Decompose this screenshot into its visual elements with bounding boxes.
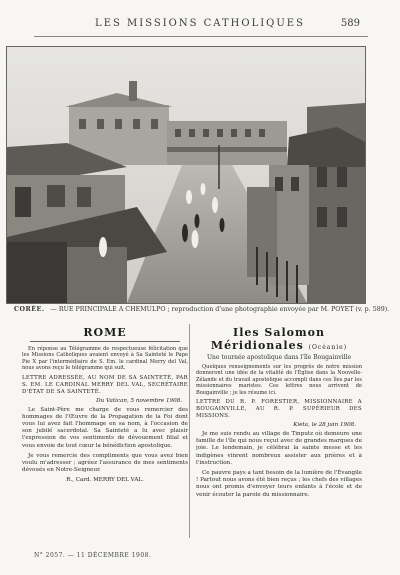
salomon-dateline: Kieta, le 28 juin 1908. <box>293 422 356 429</box>
salomon-body-2: Ce pauvre pays a tant besoin de la lumière de l'Évangile ! Partout nous avons été bien reçus ; les chefs des villages nous ont promis d'envoyer leurs enfants à l'école et de venir écouter la parole du missionnaire. <box>196 470 362 498</box>
caption-text: — RUE PRINCIPALE A CHEMULPO ; reproduction d'une photographie envoyée par M. POYET (v. p. 589). <box>50 306 390 313</box>
rome-body-1: Le Saint-Père me charge de vous remercier des hommages de l'Œuvre de la Propagation de la Foi dont vous lui avez fait l'hommage en sa nom, à l'occasion de son jubilé sacerdotal. Sa Sainteté a lu avec plaisir l'expression de vos sentiments de dévouement filial et vous envoie de tout cœur la bénédiction apostolique. <box>22 406 188 449</box>
salomon-subheading: Une tournée apostolique dans l'île Bougainville <box>206 354 352 361</box>
right-column <box>196 324 362 550</box>
caption-label: CORÉE. <box>14 306 45 313</box>
rome-body-2: Je vous remercie des compliments que vous avez bien voulu m'adresser ; agréez l'assurance de mes sentiments dévoués en Notre-Seigneur. <box>22 452 188 474</box>
rome-intro: En réponse au Télégramme de respectueuse félicitation que les Missions Catholiques avaient envoyé à Sa Sainteté le Pape Pie X par l'intermédiaire de S. Em. le cardinal Merry del Val, nous avons reçu le télégramme qui suit. <box>22 346 188 372</box>
salomon-heading-text: Iles Salomon Méridionales <box>210 326 325 352</box>
title-rule <box>30 341 180 342</box>
salomon-letter-head: LETTRE DU R. P. FORESTIER, MISSIONNAIRE A BOUGAINVILLE, AU R. P. SUPÉRIEUR DES MISSIONS. <box>196 399 362 420</box>
rome-dateline: Du Vatican, 5 novembre 1908. <box>96 397 182 404</box>
salomon-heading <box>196 326 362 352</box>
photo-caption <box>14 306 390 313</box>
salomon-body-1: Je me suis rendu au village de Tinputz où demeure une famille de l'île qui nous reçut avec de grandes marques de joie. Le lendemain, je célébrai la sainte messe et les indigènes vinrent nombreux assister aux prières et à l'instruction. <box>196 431 362 466</box>
rome-heading: ROME <box>83 326 127 339</box>
header-rule <box>34 36 368 37</box>
street-photograph <box>6 46 366 304</box>
rome-letter-head: LETTRE ADRESSÉE, AU NOM DE SA SAINTETÉ, PAR S. EM. LE CARDINAL MERRY DEL VAL, SECRÉTAIRE D'ÉTAT DE SA SAINTETÉ. <box>22 374 188 395</box>
issue-footer: N° 2057. — 11 DÉCEMBRE 1908. <box>34 552 152 559</box>
left-column <box>22 324 188 550</box>
column-divider <box>189 324 190 538</box>
salomon-intro: Quelques renseignements sur les progrès de notre mission donneront une idée de la vitalité de l'Église dans la Nouvelle-Zélande et du travail apostolique accompli dans ces îles par les missionnaires maristes. Ces lettres nous arrivent de Bougainville ; je les résume ici. <box>196 364 362 396</box>
street-photograph-illustration <box>7 47 365 303</box>
page-number: 589 <box>340 18 360 29</box>
running-title: LES MISSIONS CATHOLIQUES <box>95 18 305 29</box>
salomon-heading-note: (Océanie) <box>308 344 348 351</box>
rome-signature: R., Card. MERRY DEL VAL. <box>66 477 144 484</box>
